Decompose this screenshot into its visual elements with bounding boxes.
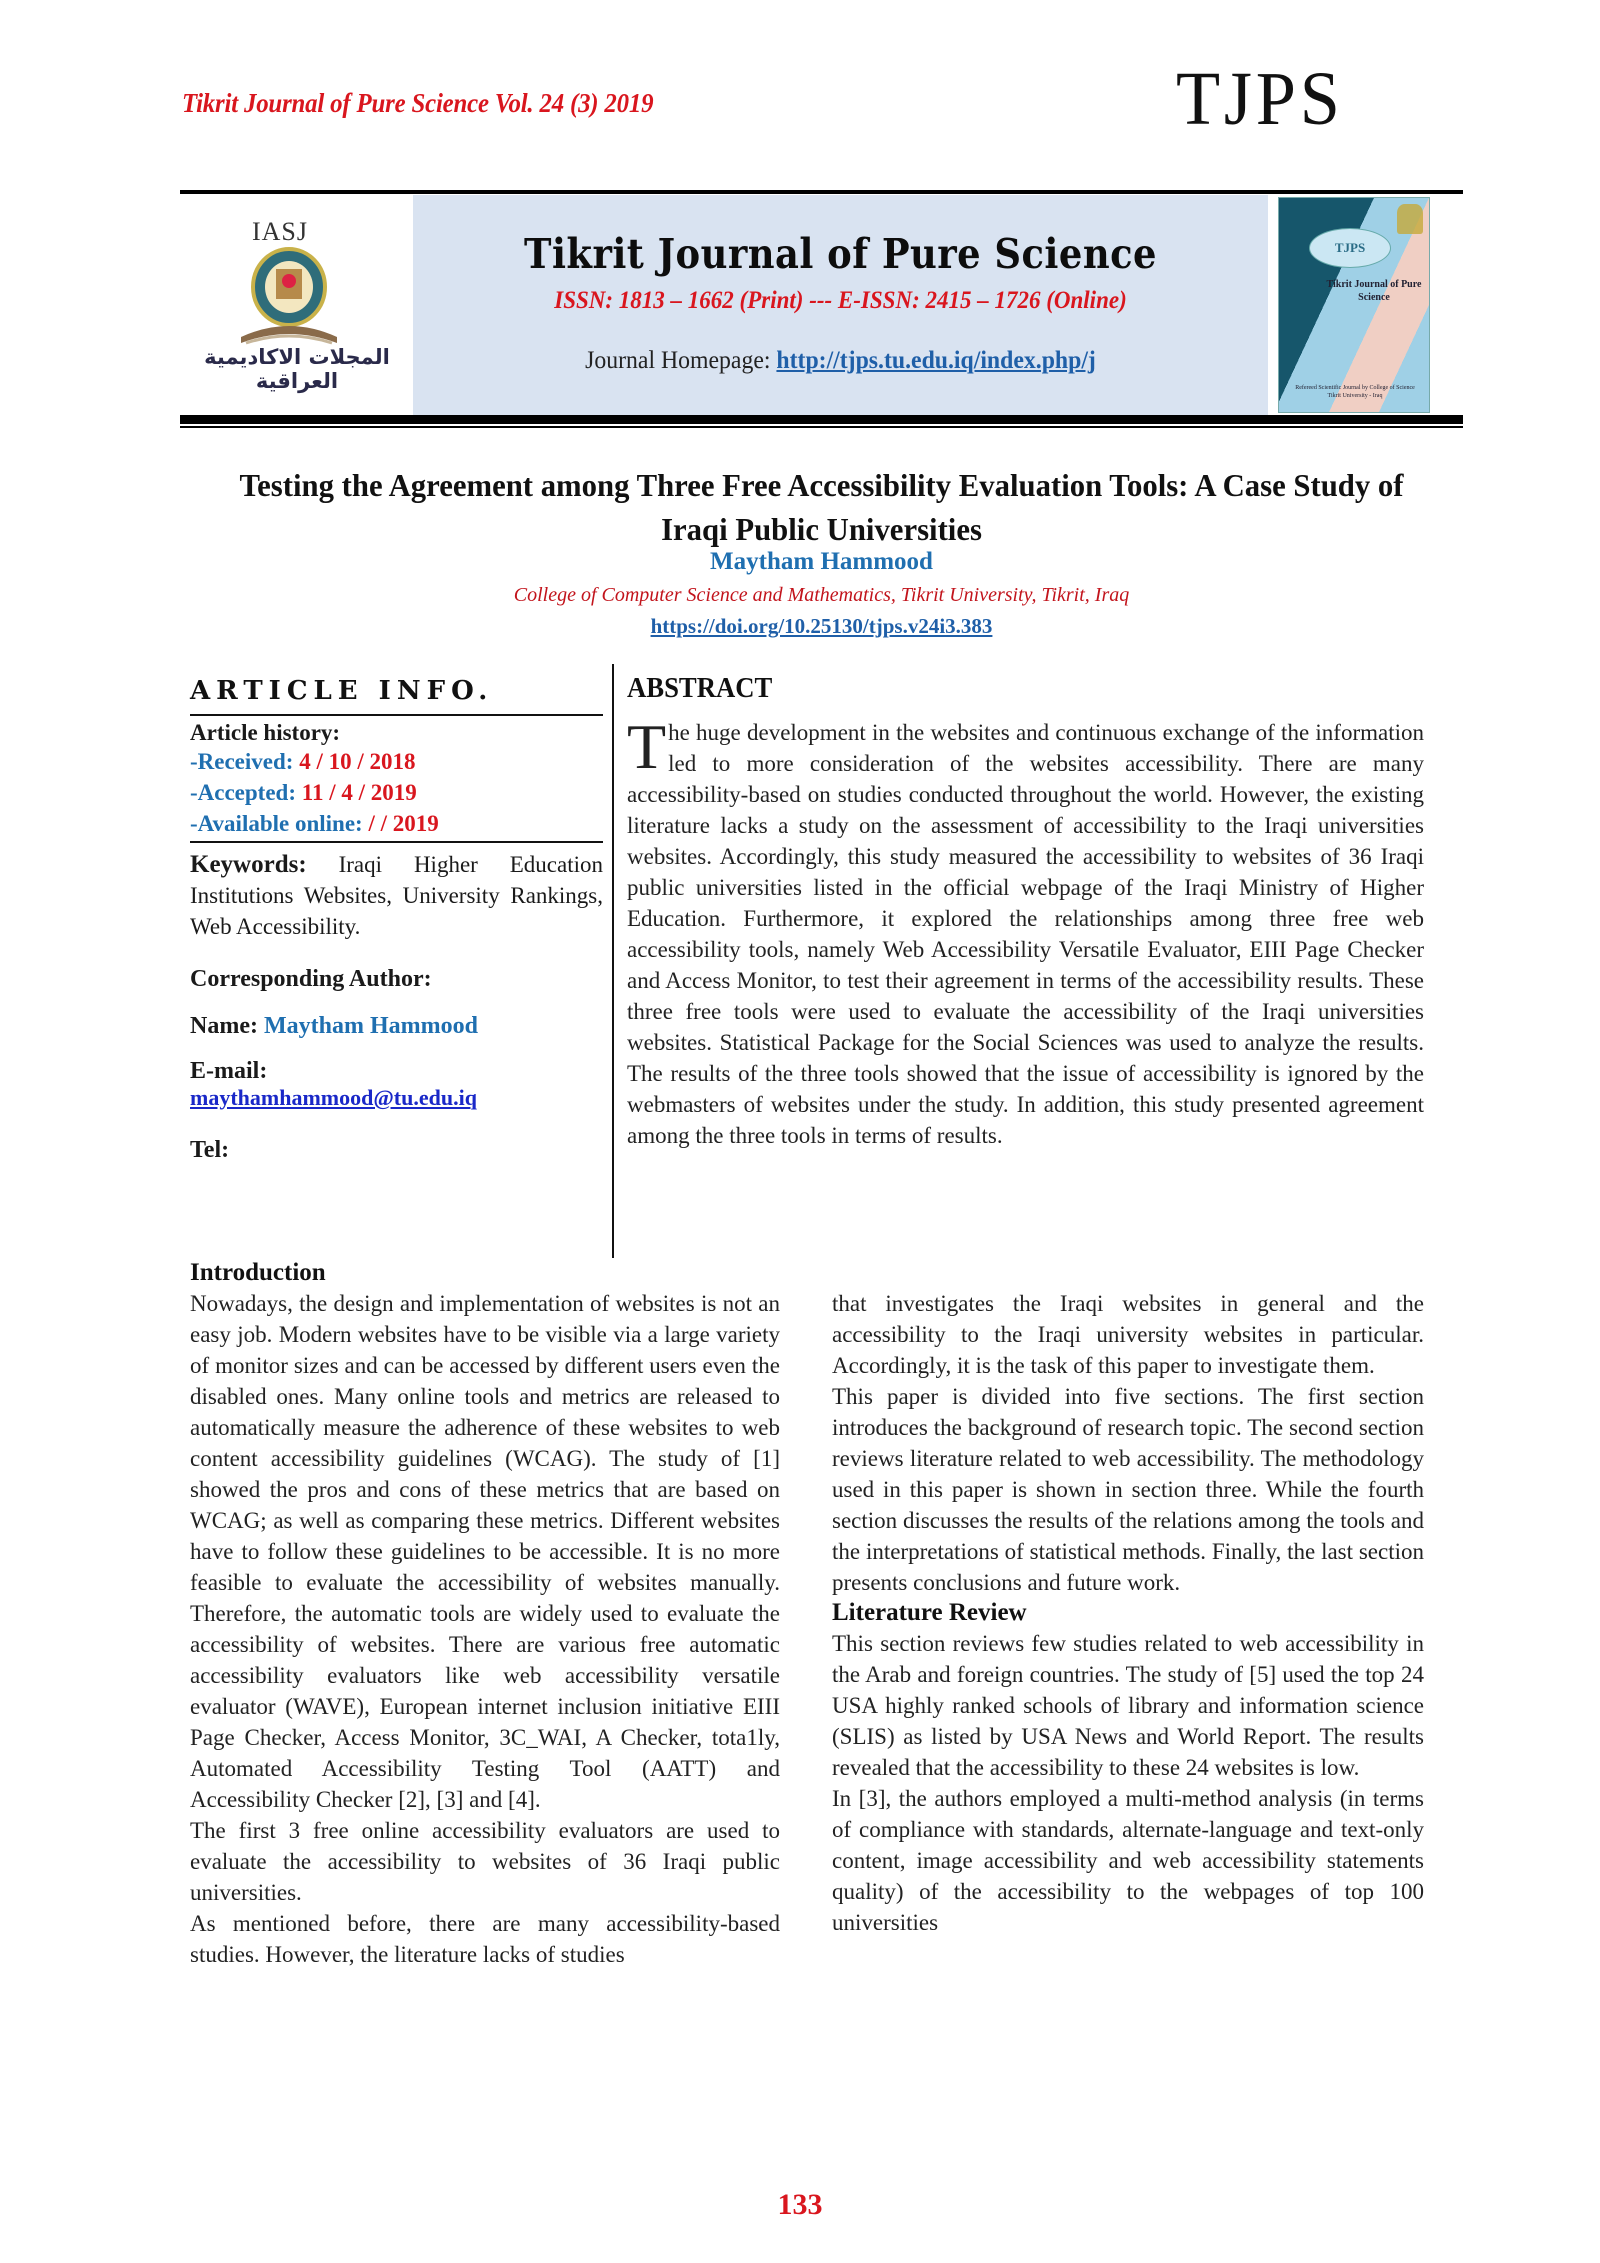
abstract-text: The huge development in the websites and continuous exchange of the information led to more consideration of the websites accessibility. There are many accessibility-based on studies conducted throughout the world. However, the existing literature lacks a study on the assessment of accessibility to the Iraqi universities websites. Accordingly, this study measured the accessibility to websites of 36 Iraqi public universities listed in the official webpage of the Iraqi Ministry of Higher Education. Furthermore, it explored the relationships among three free web accessibility tools, namely Web Accessibility Versatile Evaluator, EIII Page Checker and Access Monitor, to test their agreement in terms of the accessibility results. These three free tools were used to evaluate the accessibility of the Iraqi universities websites. Statistical Package for the Social Sciences was used to analyze the results. The results of the three tools showed that the issue of accessibility is ignored by the webmasters of websites under the study. In addition, this study presented agreement among the three tools in terms of results. [627, 711, 1424, 1148]
article-info-panel [190, 676, 603, 1164]
cover-emblem-icon [1397, 204, 1423, 234]
homepage-link[interactable]: http://tjps.tu.edu.iq/index.php/j [776, 347, 1096, 374]
article-info-heading: ARTICLE INFO. [190, 676, 494, 706]
history-accepted: -Accepted: 11 / 4 / 2019 [190, 780, 417, 805]
history-available-online: -Available online: / / 2019 [190, 811, 439, 836]
paragraph: The first 3 free online accessibility evaluators are used to evaluate the accessibility to websites of 36 Iraqi public universities. [190, 1818, 780, 1905]
keywords-label: Keywords: [190, 851, 307, 878]
paragraph: In [3], the authors employed a multi-method analysis (in terms of compliance with standards, alternate-language and text-only content, image accessibility and web accessibility statements quality) of the accessibility to the webpages of top 100 universities [832, 1786, 1424, 1935]
issn: ISSN: 1813 – 1662 (Print) --- E-ISSN: 2415 – 1726 (Online) [554, 287, 1127, 314]
history-received: -Received: 4 / 10 / 2018 [190, 749, 416, 774]
iasj-arabic-label: المجلات الاكاديمية العراقية [204, 345, 390, 393]
iasj-logo [180, 195, 413, 417]
drop-cap: T [627, 711, 667, 782]
paragraph: This section reviews few studies related to web accessibility in the Arab and foreign countries. The study of [5] used the top 24 USA highly ranked schools of library and information science (SLIS) as listed by USA News and World Report. The results revealed that the accessibility to these 24 websites is low. [832, 1631, 1424, 1780]
paragraph: Nowadays, the design and implementation of websites is not an easy job. Modern websites have to be visible via a large variety of monitor sizes and can be accessed by different users even the disabled ones. Many online tools and metrics are released to automatically measure the adherence of these websites to web content accessibility guidelines (WCAG). The study of [1] showed the pros and cons of these metrics that are based on WCAG; as well as comparing these metrics. Different websites have to follow these guidelines to be accessible. It is no more feasible to evaluate the accessibility of websites manually. Therefore, the automatic tools are widely used to evaluate the accessibility of websites. There are various free automatic accessibility evaluators like web accessibility versatile evaluator (WAVE), European internet inclusion initiative EIII Page Checker, Access Monitor, 3C_WAI, A Checker, tota1ly, Automated Accessibility Testing Tool (AATT) and Accessibility Checker [2], [3] and [4]. [190, 1291, 780, 1812]
paragraph: As mentioned before, there are many accessibility-based studies. However, the literature lacks of studies [190, 1911, 780, 1967]
cover-footer: Refereed Scientific Journal by College of Science Tikrit University - Iraq [1295, 385, 1415, 399]
paragraph: This paper is divided into five sections. The first section introduces the background of research topic. The second section reviews literature related to web accessibility. The methodology used in this paper is shown in section three. While the fourth section discusses the results of the relations among the tools and the interpretations of statistical methods. Finally, the last section presents conclusions and future work. [832, 1384, 1424, 1595]
banner-center [413, 195, 1268, 415]
body-left-column [190, 1258, 780, 1970]
article-history-label: Article history: [190, 720, 341, 745]
divider [190, 714, 603, 716]
doi-link[interactable]: https://doi.org/10.25130/tjps.v24i3.383 [650, 614, 993, 638]
journal-cover-image [1268, 195, 1463, 417]
banner-bottom-thin-rule [180, 426, 1463, 428]
keywords-value: Iraqi Higher Education Institutions Websites, University Rankings, Web Accessibility. [190, 852, 603, 939]
journal-name: Tikrit Journal of Pure Science [524, 230, 1157, 278]
cover-title: Tikrit Journal of Pure Science [1326, 279, 1422, 303]
iasj-logo-text: IASJ [252, 217, 309, 246]
page-number: 133 [777, 2188, 823, 2221]
keywords [190, 849, 603, 942]
paragraph: that investigates the Iraqi websites in general and the accessibility to the Iraqi university websites in particular. Accordingly, it is the task of this paper to investigate them. [832, 1291, 1424, 1378]
cover [1278, 197, 1430, 413]
cover-oval: TJPS [1309, 228, 1391, 268]
author-affiliation: College of Computer Science and Mathematics, Tikrit University, Tikrit, Iraq [513, 584, 1130, 606]
corresponding-author-label: Corresponding Author: [190, 966, 432, 992]
doi [180, 614, 1463, 639]
article-author: Maytham Hammood [710, 548, 933, 575]
abstract-heading: ABSTRACT [627, 672, 773, 704]
article-title: Testing the Agreement among Three Free Accessibility Evaluation Tools: A Case Study of Iraqi Public Universities [239, 467, 1404, 547]
journal-mark: TJPS [1176, 57, 1344, 141]
journal-homepage [434, 347, 1246, 375]
banner-top-rule [180, 190, 1463, 194]
introduction-heading: Introduction [190, 1259, 326, 1286]
body-right-column [832, 1288, 1424, 1938]
column-divider [612, 664, 614, 1258]
abstract-section [627, 672, 1424, 1151]
banner-bottom-rule [180, 415, 1463, 424]
iasj-emblem-icon [236, 245, 342, 355]
tel-label: Tel: [190, 1137, 230, 1163]
literature-review-heading: Literature Review [832, 1599, 1027, 1626]
running-head: Tikrit Journal of Pure Science Vol. 24 (3) 2019 [182, 88, 654, 118]
email-label: E-mail: [190, 1058, 268, 1084]
homepage-label: Journal Homepage: [585, 347, 777, 374]
email-link[interactable]: maythamhammood@tu.edu.iq [190, 1085, 477, 1110]
author-name: Name: Maytham Hammood [190, 1013, 478, 1039]
divider [190, 841, 603, 843]
journal-banner [180, 195, 1463, 417]
